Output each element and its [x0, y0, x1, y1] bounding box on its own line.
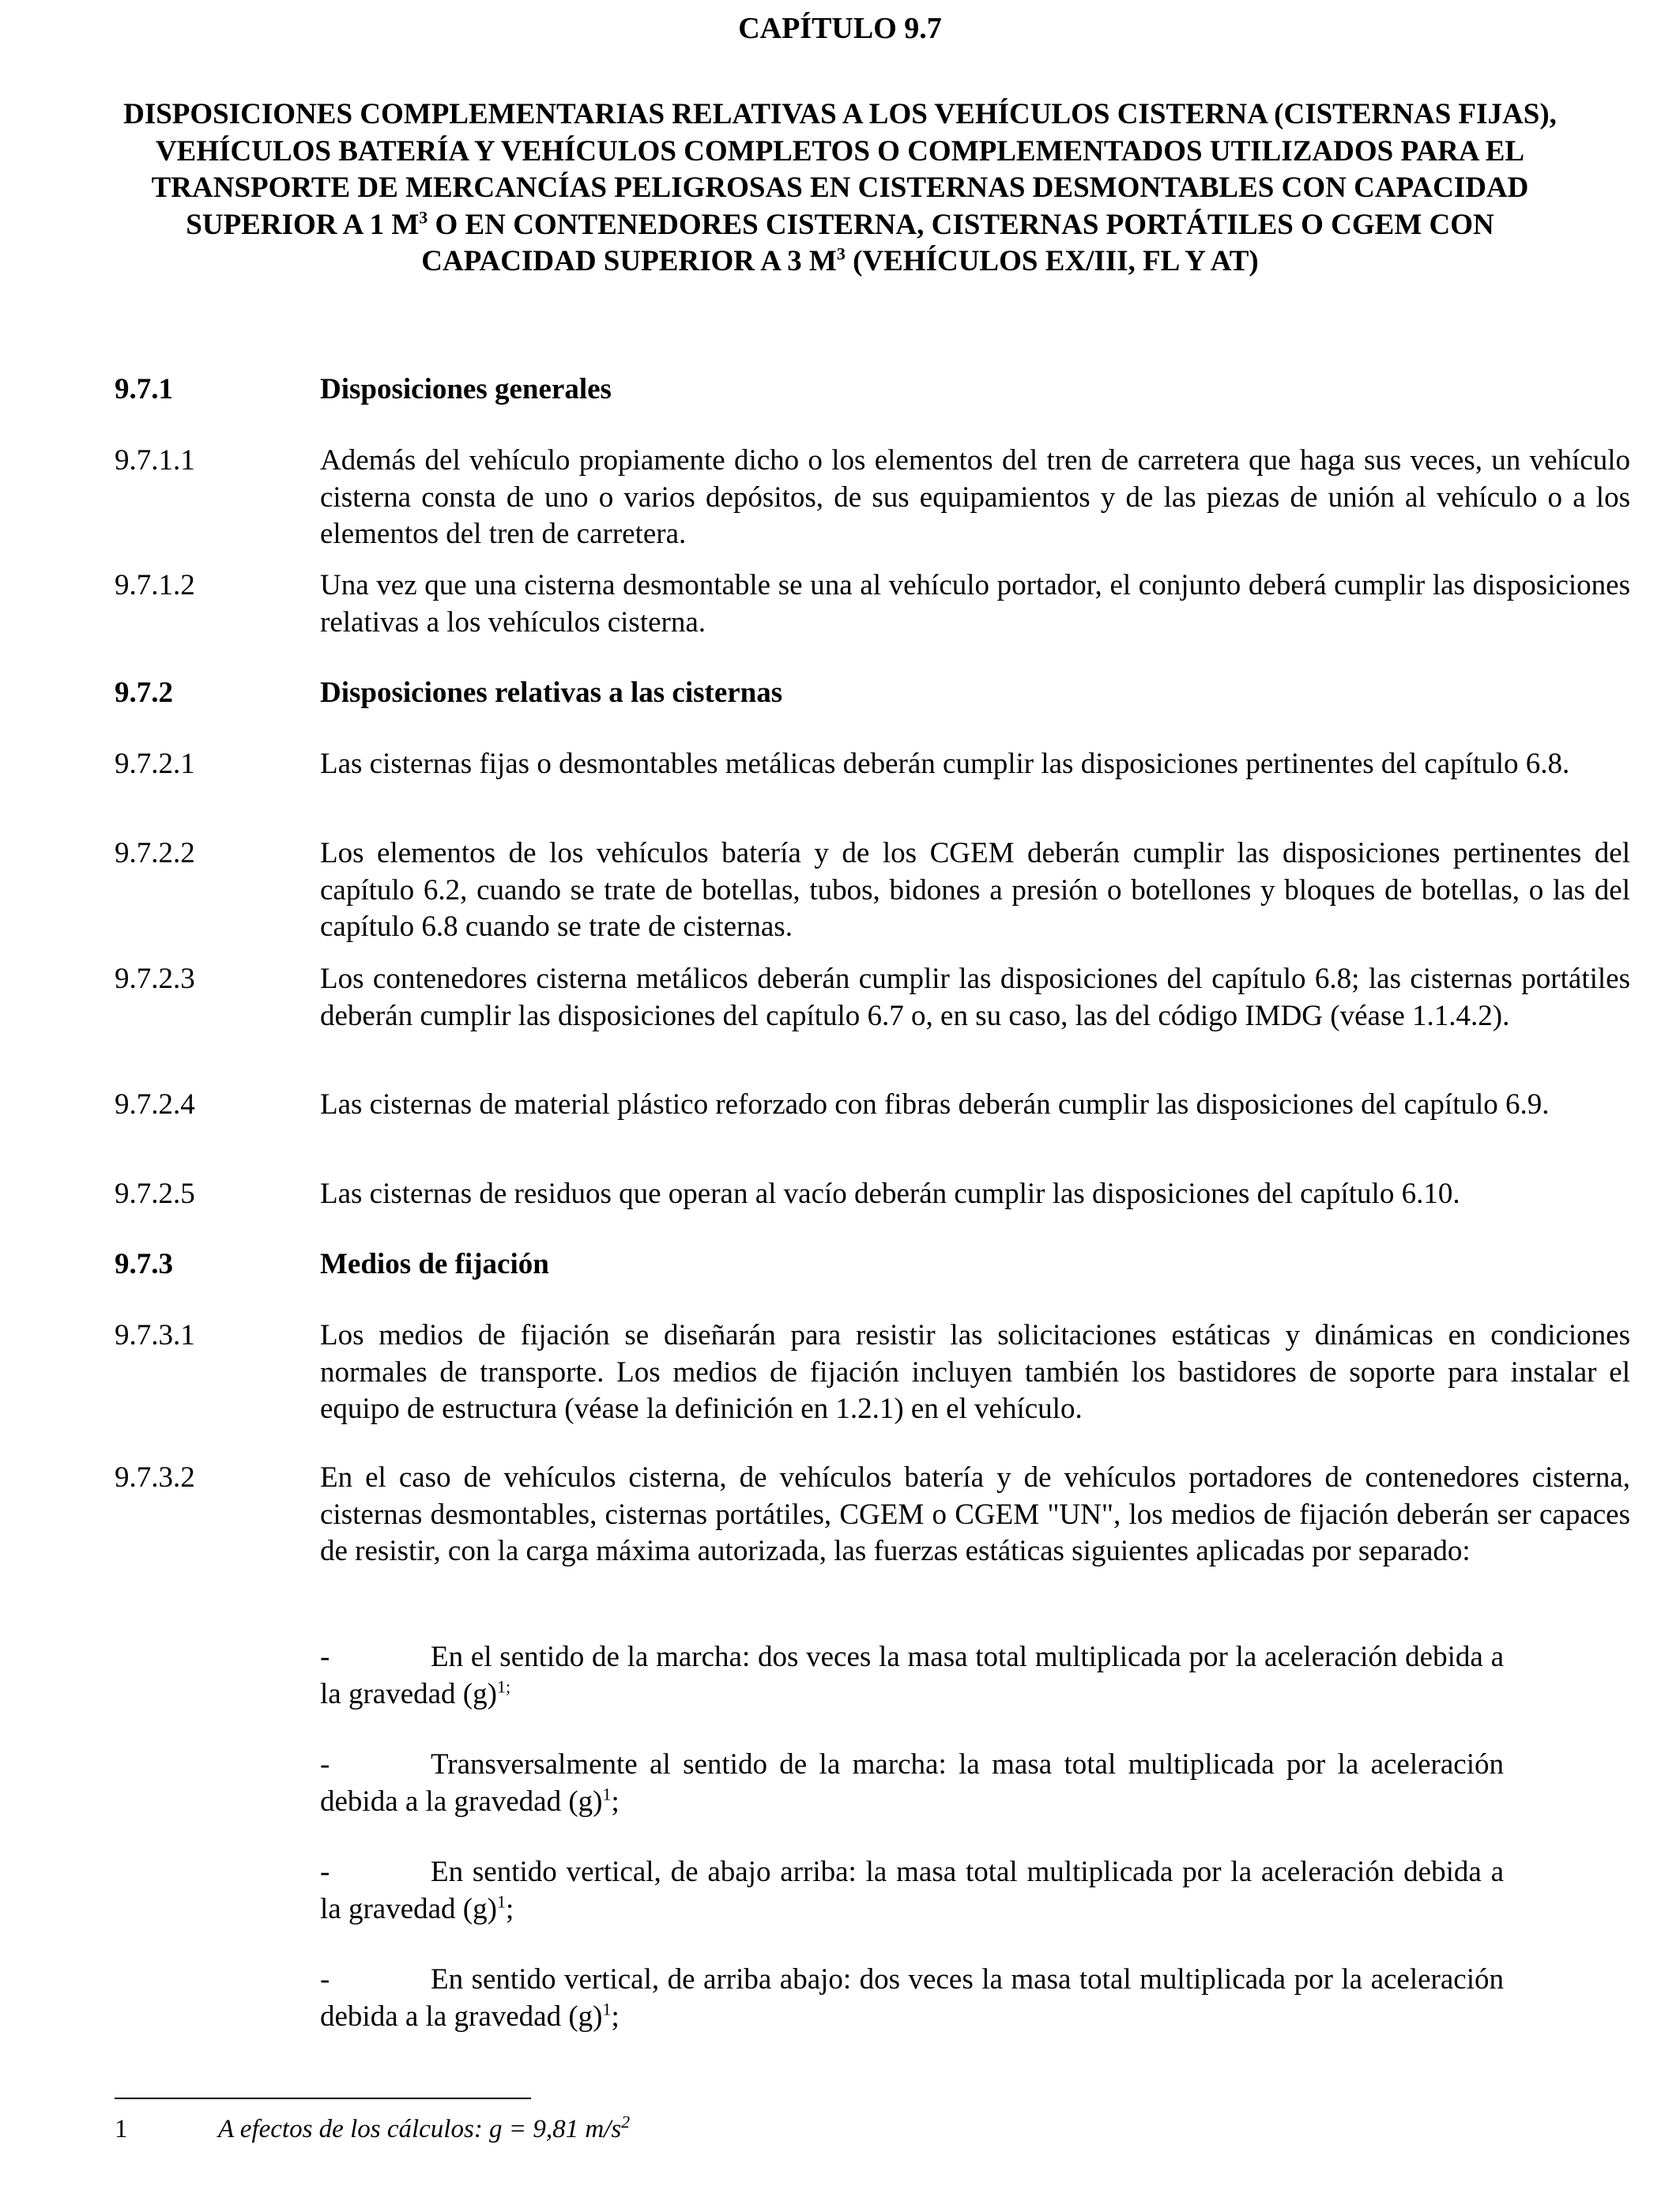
paragraph-9-7-2-5 — [115, 1176, 1505, 1213]
paragraph-number: 9.7.2.1 — [115, 748, 195, 780]
title-part-3: (VEHÍCULOS EX/III, FL Y AT) — [845, 245, 1259, 277]
paragraph-text: Las cisternas fijas o desmontables metálicas deberán cumplir las disposiciones pertinentes del capítulo 6.8. — [320, 748, 1570, 780]
paragraph-9-7-2-2 — [115, 835, 1630, 946]
paragraph-9-7-2-1 — [115, 746, 1570, 783]
section-number: 9.7.1 — [115, 373, 173, 405]
title-part-1: DISPOSICIONES COMPLEMENTARIAS RELATIVAS A LOS VEHÍCULOS CISTERNA (CISTERNAS FIJAS), VEHÍCULOS BATERÍA Y VEHÍCULOS COMPLETOS O COMPLEMENTADOS UTILIZADOS PARA EL TRANSPORTE DE MERCANCÍAS PELIGROSAS EN CISTERNAS DESMONTABLES CON CAPACIDAD SUPERIOR A 1 M — [123, 98, 1557, 241]
bullet-item — [320, 1747, 1504, 1820]
bullet-punctuation: ; — [505, 1892, 514, 1925]
bullet-punctuation: ; — [611, 2000, 620, 2033]
paragraph-text: Los elementos de los vehículos batería y de los CGEM deberán cumplir las disposiciones pertinentes del capítulo 6.2, cuando se trate de botellas, tubos, bidones a presión o botellones y bloques de botellas, o las del capítulo 6.8 cuando se trate de cisternas. — [320, 837, 1630, 943]
paragraph-text: Los contenedores cisterna metálicos deberán cumplir las disposiciones del capítulo 6.8; las cisternas portátiles deberán cumplir las disposiciones del capítulo 6.7 o, en su caso, las del código IMDG (véase 1.1.4.2). — [320, 963, 1630, 1032]
section-title: Disposiciones relativas a las cisternas — [320, 677, 783, 709]
paragraph-number: 9.7.3.2 — [115, 1461, 195, 1494]
paragraph-number: 9.7.2.2 — [115, 837, 195, 869]
bullet-dash: - — [320, 1963, 330, 1996]
title-superscript-1: 3 — [419, 207, 428, 228]
paragraph-text: Las cisternas de material plástico reforzado con fibras deberán cumplir las disposiciones del capítulo 6.9. — [320, 1088, 1550, 1121]
bullet-item — [320, 1962, 1504, 2035]
paragraph-9-7-1-2 — [115, 567, 1630, 641]
section-title: Medios de fijación — [320, 1248, 549, 1280]
footnote-body: A efectos de los cálculos: g = 9,81 m/s — [218, 2115, 622, 2143]
paragraph-number: 9.7.2.5 — [115, 1178, 195, 1210]
bullet-punctuation: ; — [611, 1785, 620, 1818]
paragraph-number: 9.7.2.3 — [115, 963, 195, 995]
paragraph-9-7-3-1 — [115, 1318, 1630, 1428]
section-number: 9.7.3 — [115, 1248, 173, 1280]
footnote-reference: 1; — [496, 1676, 511, 1697]
footnote-reference: 1 — [602, 1999, 612, 2019]
section-9-7-3-heading — [115, 1246, 1505, 1284]
paragraph-text: En el caso de vehículos cisterna, de vehículos batería y de vehículos portadores de contenedores cisterna, cisternas desmontables, cisternas portátiles, CGEM o CGEM "UN", los medios de fijación deberán ser capaces de resistir, con la carga máxima autorizada, las fuerzas estáticas siguientes aplicadas por separado: — [320, 1461, 1630, 1567]
paragraph-number: 9.7.3.1 — [115, 1319, 195, 1351]
section-9-7-1-heading — [115, 371, 1505, 409]
paragraph-text: Las cisternas de residuos que operan al vacío deberán cumplir las disposiciones del capítulo 6.10. — [320, 1178, 1460, 1210]
bullet-text: En sentido vertical, de arriba abajo: dos veces la masa total multiplicada por la aceleración debida a la gravedad (g) — [320, 1963, 1504, 2033]
footnote-text — [218, 2113, 630, 2145]
footnote-divider — [115, 2098, 531, 2099]
chapter-heading: CAPÍTULO 9.7 — [738, 12, 942, 45]
paragraph-9-7-3-2 — [115, 1460, 1630, 1570]
section-title: Disposiciones generales — [320, 373, 612, 405]
bullet-dash: - — [320, 1748, 330, 1781]
bullet-text: En sentido vertical, de abajo arriba: la masa total multiplicada por la aceleración debida a la gravedad (g) — [320, 1856, 1504, 1925]
chapter-title — [111, 96, 1569, 281]
footnote-reference: 1 — [602, 1784, 612, 1804]
bullet-item — [320, 1854, 1504, 1928]
section-number: 9.7.2 — [115, 677, 173, 709]
bullet-text: Transversalmente al sentido de la marcha: la masa total multiplicada por la aceleración debida a la gravedad (g) — [320, 1748, 1504, 1818]
footnote-number: 1 — [115, 2115, 128, 2143]
paragraph-9-7-2-3 — [115, 961, 1630, 1035]
title-part-2: O EN CONTENEDORES CISTERNA, CISTERNAS PORTÁTILES O CGEM CON CAPACIDAD SUPERIOR A 3 M — [421, 208, 1494, 277]
bullet-item — [320, 1639, 1504, 1713]
paragraph-number: 9.7.2.4 — [115, 1088, 195, 1121]
paragraph-text: Además del vehículo propiamente dicho o los elementos del tren de carretera que haga sus veces, un vehículo cisterna consta de uno o varios depósitos, de sus equipamientos y de las piezas de unión al vehículo o a los elementos del tren de carretera. — [320, 444, 1630, 550]
section-9-7-2-heading — [115, 675, 1505, 712]
footnote-exponent: 2 — [621, 2112, 631, 2132]
bullet-dash: - — [320, 1641, 330, 1673]
title-superscript-2: 3 — [836, 243, 846, 264]
bullet-text: En el sentido de la marcha: dos veces la masa total multiplicada por la aceleración debida a la gravedad (g) — [320, 1641, 1504, 1710]
footnote-reference: 1 — [496, 1891, 506, 1912]
paragraph-text: Los medios de fijación se diseñarán para resistir las solicitaciones estáticas y dinámicas en condiciones normales de transporte. Los medios de fijación incluyen también los bastidores de soporte para instalar el equipo de estructura (véase la definición en 1.2.1) en el vehículo. — [320, 1319, 1630, 1425]
bullet-dash: - — [320, 1856, 330, 1888]
paragraph-9-7-2-4 — [115, 1087, 1550, 1124]
paragraph-9-7-1-1 — [115, 443, 1630, 553]
paragraph-number: 9.7.1.2 — [115, 569, 195, 601]
paragraph-number: 9.7.1.1 — [115, 444, 195, 477]
paragraph-text: Una vez que una cisterna desmontable se una al vehículo portador, el conjunto deberá cumplir las disposiciones relativas a los vehículos cisterna. — [320, 569, 1630, 639]
